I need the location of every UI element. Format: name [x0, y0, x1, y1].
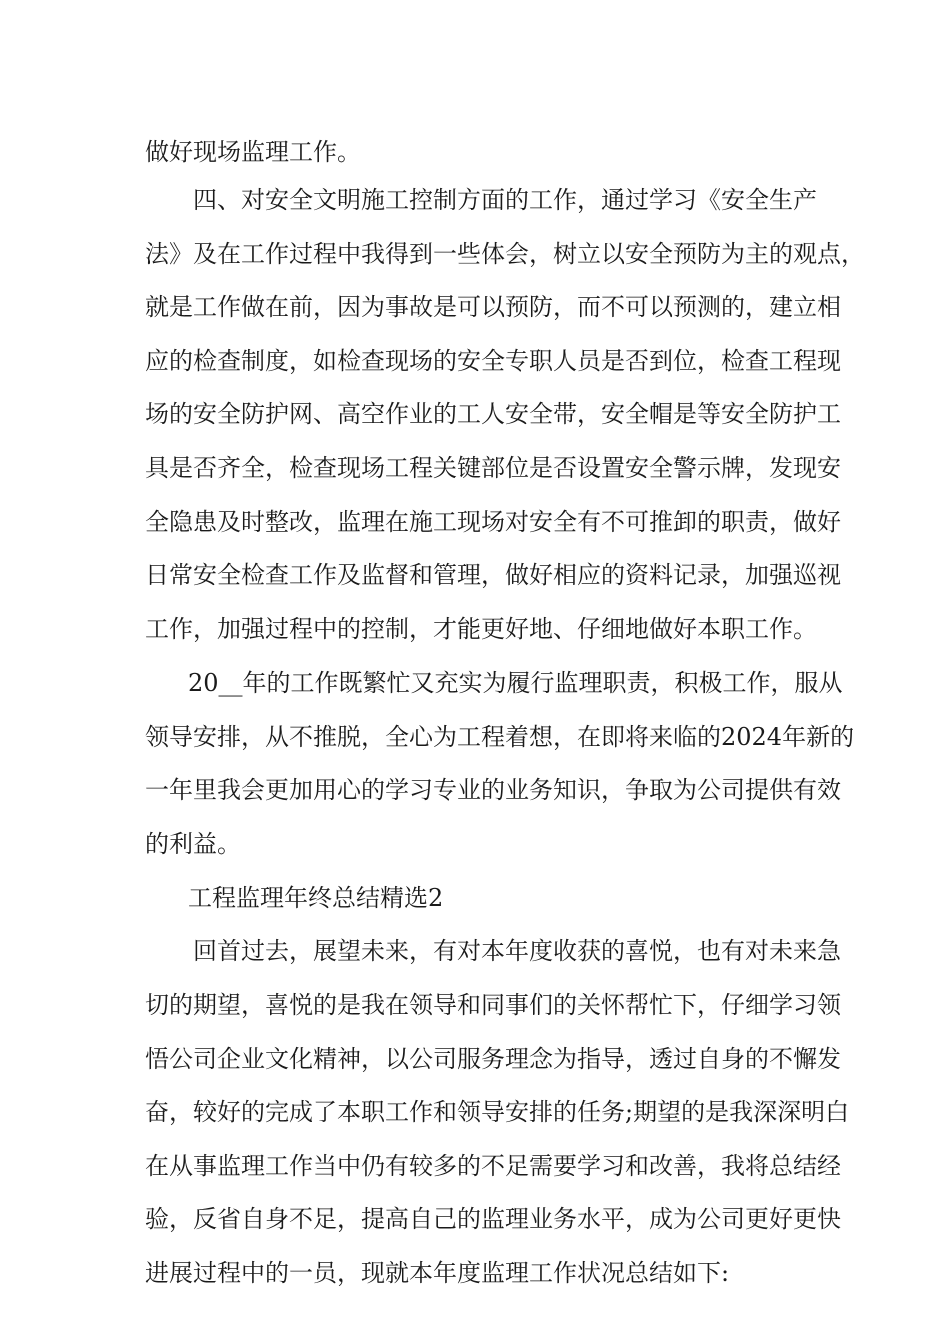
text-line: 应的检查制度，如检查现场的安全专职人员是否到位，检查工程现	[145, 347, 841, 375]
text-line: 20__年的工作既繁忙又充实为履行监理职责，积极工作，服从	[188, 669, 843, 697]
text-line: 法》及在工作过程中我得到一些体会，树立以安全预防为主的观点，	[145, 240, 865, 268]
text-line: 场的安全防护网、高空作业的工人安全带，安全帽是等安全防护工	[145, 400, 841, 428]
text-line: 进展过程中的一员，现就本年度监理工作状况总结如下:	[145, 1259, 730, 1287]
text-line: 做好现场监理工作。	[145, 138, 361, 166]
text-line: 一年里我会更加用心的学习专业的业务知识，争取为公司提供有效	[145, 776, 841, 804]
text-line: 四、对安全文明施工控制方面的工作，通过学习《安全生产	[193, 186, 817, 214]
text-line: 在从事监理工作当中仍有较多的不足需要学习和改善，我将总结经	[145, 1152, 841, 1180]
text-line: 领导安排，从不推脱，全心为工程着想，在即将来临的2024年新的	[145, 723, 855, 751]
text-line: 具是否齐全，检查现场工程关键部位是否设置安全警示牌，发现安	[145, 454, 841, 482]
text-line: 切的期望，喜悦的是我在领导和同事们的关怀帮忙下，仔细学习领	[145, 991, 841, 1019]
text-line: 悟公司企业文化精神，以公司服务理念为指导，透过自身的不懈发	[145, 1045, 841, 1073]
text-line: 回首过去，展望未来，有对本年度收获的喜悦，也有对未来急	[193, 937, 841, 965]
section-heading: 工程监理年终总结精选2	[188, 884, 444, 912]
text-line: 日常安全检查工作及监督和管理，做好相应的资料记录，加强巡视	[145, 561, 841, 589]
text-line: 验，反省自身不足，提高自己的监理业务水平，成为公司更好更快	[145, 1205, 841, 1233]
text-line: 工作，加强过程中的控制，才能更好地、仔细地做好本职工作。	[145, 615, 817, 643]
text-line: 全隐患及时整改，监理在施工现场对安全有不可推卸的职责，做好	[145, 508, 841, 536]
text-line: 的利益。	[145, 830, 241, 858]
text-line: 奋，较好的完成了本职工作和领导安排的任务;期望的是我深深明白	[145, 1098, 850, 1126]
text-line: 就是工作做在前，因为事故是可以预防，而不可以预测的，建立相	[145, 293, 841, 321]
